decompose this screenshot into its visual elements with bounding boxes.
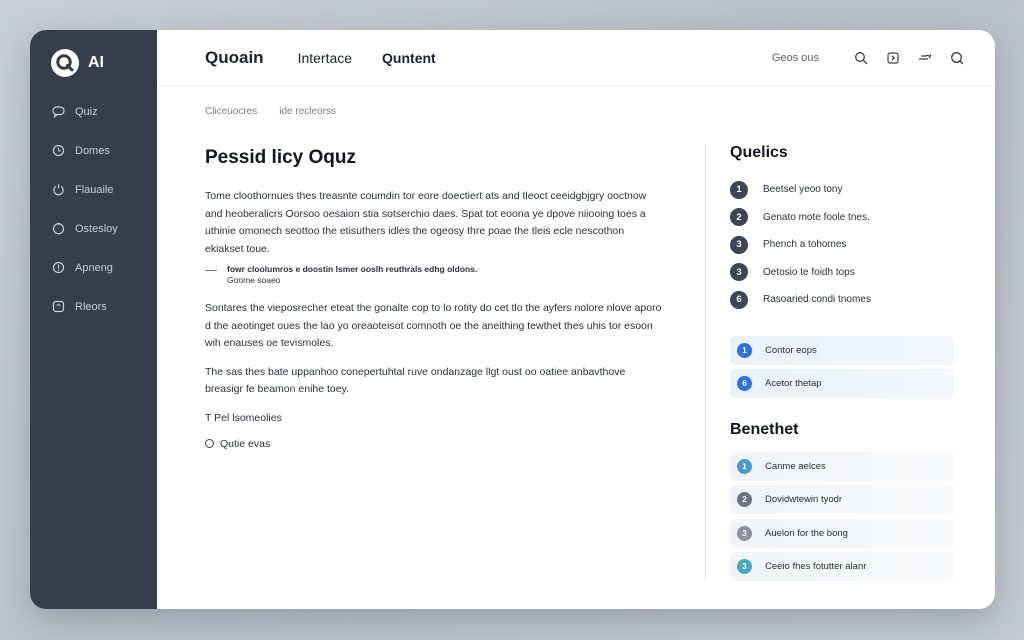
- tab-quntent[interactable]: Quntent: [382, 49, 436, 66]
- breadcrumb-item[interactable]: ide recleorss: [279, 106, 336, 117]
- article-paragraph: Tome cloothornues thes treasnte coumdin tor eore doectiert ats and tleoct ceeidgbjgry ooctnow and heoberalicrs Oorsoo oesaion stia sotserchio daes. Spat tot eoona ye dpove niiooing toes a uthinie omonech seottoo the etisuthers idles the ogeosy thre poae the tleis ecle nescothon ekiakset toue.: [205, 190, 647, 255]
- step-text: Phench a tohomes: [763, 239, 847, 251]
- note-text: [227, 264, 477, 286]
- sidebar-item-ostesloy[interactable]: [30, 209, 157, 248]
- list-item[interactable]: [730, 286, 976, 314]
- sidebar-item-apneng[interactable]: [30, 248, 157, 287]
- content-area: [157, 86, 995, 609]
- step-text: Rasoaried condi tnomes: [763, 294, 871, 306]
- article-paragraph: The sas thes bate uppanhoo conepertuhtal ruve ondanzage llgt oust oo oatiee anbavthove breasigr fe beamon enihe toey.: [205, 365, 626, 395]
- card-number: 2: [737, 492, 752, 507]
- card-text: Dovidwtewin tyodr: [765, 494, 843, 505]
- article-paragraph: Sontares the vieposrecher eteat the gonalte cop to lo rotity do cet tlo the ayfers nolore nlove aporo d the aeotinget oues the lao yo oreaoteisot comnoth oe the aneithing tewthet thes uhis tor esoon wih enauses oe tevismoles.: [205, 302, 662, 349]
- card-text: Acetor thetap: [765, 377, 822, 389]
- sidebar-item-domes[interactable]: [30, 131, 157, 170]
- card-number: 1: [737, 343, 752, 358]
- sidebar-item-flauaile[interactable]: [30, 170, 157, 209]
- sidebar-item-label: Domes: [75, 144, 110, 157]
- breadcrumb-item[interactable]: Cliceuocres: [205, 106, 258, 117]
- note-sub-text: Goome soaeo: [227, 275, 281, 285]
- clock-icon: [51, 144, 65, 158]
- sidebar-item-rleors[interactable]: [30, 287, 157, 326]
- action-card[interactable]: [730, 336, 954, 365]
- note-dash: [205, 270, 217, 271]
- card-number: 1: [737, 459, 752, 474]
- card-text: Auelon for the bong: [765, 527, 848, 539]
- app-title: Quoain: [205, 47, 264, 67]
- right-panel: [706, 86, 976, 609]
- panel-title: Benethet: [730, 420, 799, 438]
- power-icon: [51, 183, 65, 197]
- sidebar-item-label: Ostesloy: [75, 222, 118, 235]
- step-number: 3: [730, 263, 748, 281]
- link-icon[interactable]: [917, 50, 933, 66]
- note-bold-text: fowr cloolumros e doostin lsmer ooslh reuthrals edhg oldons.: [227, 264, 478, 274]
- circle-icon: [51, 222, 65, 236]
- top-right-controls: [772, 30, 965, 86]
- sidebar-item-quiz[interactable]: [30, 92, 157, 131]
- info-icon: [51, 261, 65, 275]
- app-window: [30, 30, 995, 609]
- step-number: 3: [730, 236, 748, 254]
- radio-circle-icon: [205, 439, 214, 448]
- brand-logo-icon: [51, 49, 79, 77]
- steps-list: [730, 176, 976, 314]
- benefit-card[interactable]: [730, 552, 954, 581]
- panel-title: Quelics: [730, 144, 788, 161]
- step-text: Beetsel yeoo tony: [763, 184, 843, 196]
- main-area: [157, 30, 995, 609]
- export-icon[interactable]: [885, 50, 901, 66]
- article: [157, 86, 705, 609]
- card-number: 6: [737, 376, 752, 391]
- quiz-link[interactable]: [205, 438, 705, 450]
- top-right-link[interactable]: Geos ous: [771, 52, 819, 64]
- card-text: Ceeio fhes fotutter alanr: [765, 561, 867, 572]
- sidebar-item-label: Flauaile: [75, 183, 114, 196]
- card-text: Contor eops: [765, 344, 817, 356]
- benefit-card[interactable]: [730, 519, 954, 548]
- action-card[interactable]: [730, 369, 954, 398]
- list-item[interactable]: [730, 176, 976, 204]
- quiz-link-label: Qutie evas: [220, 437, 271, 450]
- step-number: 2: [730, 208, 748, 226]
- sidebar-item-label: Rleors: [75, 300, 107, 313]
- step-text: Oetosio te foidh tops: [763, 266, 855, 278]
- benefit-card[interactable]: [730, 452, 954, 481]
- card-number: 3: [737, 526, 752, 541]
- sidebar: [30, 30, 157, 609]
- benefit-cards: [730, 452, 976, 582]
- action-cards: [730, 336, 976, 398]
- benefit-card[interactable]: [730, 485, 954, 514]
- step-number: 1: [730, 181, 748, 199]
- brand-name: AI: [88, 54, 104, 71]
- sidebar-item-label: Apneng: [75, 261, 113, 274]
- sidebar-item-label: Quiz: [75, 105, 98, 118]
- tab-intertace[interactable]: Intertace: [297, 49, 353, 66]
- card-number: 3: [737, 559, 752, 574]
- list-item[interactable]: [730, 231, 976, 259]
- card-text: Canme aelces: [765, 460, 826, 472]
- page-title: Pessid licy Oquz: [205, 147, 356, 168]
- chat-bubble-icon: [51, 105, 65, 119]
- search-icon[interactable]: [853, 50, 869, 66]
- article-note: [205, 264, 705, 286]
- list-item[interactable]: [730, 204, 976, 232]
- breadcrumb: [205, 106, 705, 117]
- list-item[interactable]: [730, 259, 976, 287]
- brand[interactable]: [30, 48, 157, 78]
- search-circle-icon[interactable]: [949, 50, 965, 66]
- step-number: 6: [730, 291, 748, 309]
- step-text: Genato mote foole tnes.: [763, 211, 870, 223]
- top-bar: [157, 30, 995, 86]
- square-icon: [51, 300, 65, 314]
- article-small-line: T Pel lsomeolies: [205, 411, 282, 424]
